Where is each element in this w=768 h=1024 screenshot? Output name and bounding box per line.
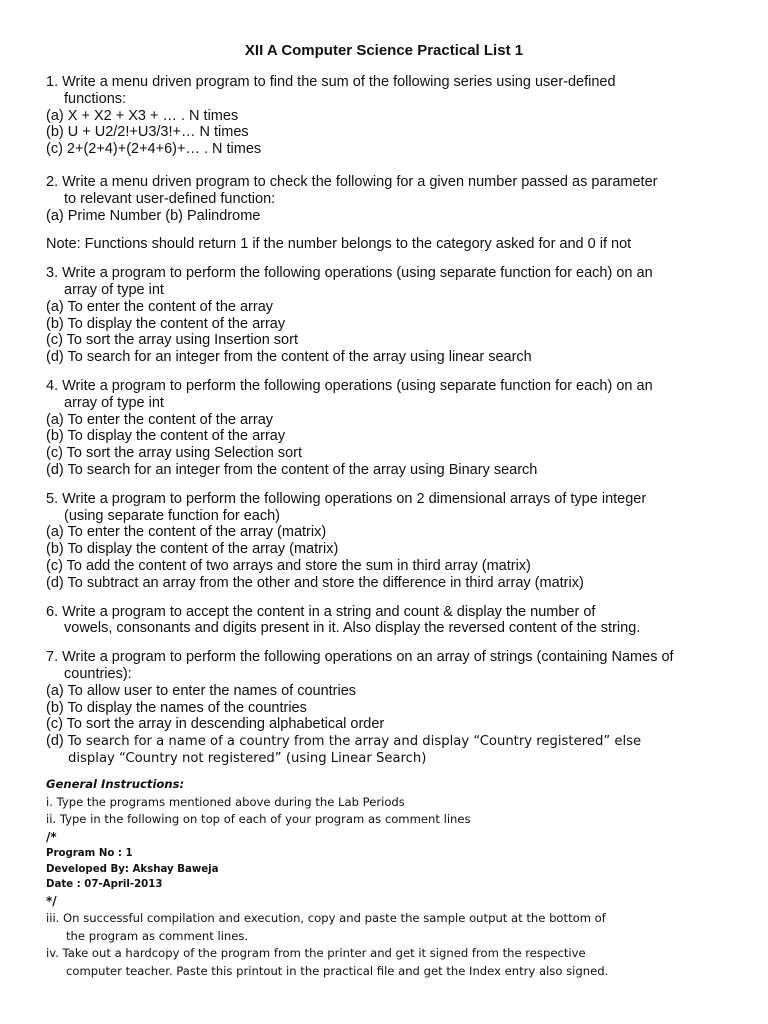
question-7-option-d-label: (d) [46,733,64,750]
question-4-option-d: (d) To search for an integer from the content of the array using Binary search [46,461,538,478]
question-4-text-cont: array of type int [64,394,164,411]
question-2-text-cont: to relevant user-defined function: [64,190,276,207]
comment-header-block [46,846,726,893]
question-4 [46,378,726,479]
question-4-text: 4. Write a program to perform the following operations (using separate function for each) on an [46,377,653,394]
question-4-option-a: (a) To enter the content of the array [46,411,274,428]
instruction-iii: iii. On successful compilation and execution, copy and paste the sample output at the bottom of [46,911,606,925]
comment-close: */ [46,893,57,908]
note: Note: Functions should return 1 if the number belongs to the category asked for and 0 if not [46,236,632,253]
question-5-option-d: (d) To subtract an array from the other and store the difference in third array (matrix) [46,574,584,591]
comment-date: Date : 07-April-2013 [46,879,163,890]
question-4-option-b: (b) To display the content of the array [46,428,286,445]
question-3-text-cont: array of type int [64,281,164,298]
question-2-option-a: (a) Prime Number (b) Palindrome [46,207,261,224]
question-2 [46,174,726,224]
instruction-iv-cont: computer teacher. Paste this printout in the practical file and get the Index entry also signed. [66,963,609,978]
question-7-option-d [46,733,726,751]
question-1-text-cont: functions: [64,90,127,107]
question-5-option-c: (c) To add the content of two arrays and store the sum in third array (matrix) [46,557,531,574]
question-5-text-cont: (using separate function for each) [64,507,281,524]
question-3-option-b: (b) To display the content of the array [46,315,286,332]
question-4-option-c: (c) To sort the array using Selection sort [46,445,303,462]
comment-program-no: Program No : 1 [46,848,133,859]
question-6-text: 6. Write a program to accept the content in a string and count & display the number of [46,603,596,620]
question-7-option-c: (c) To sort the array in descending alphabetical order [46,716,385,733]
question-7 [46,649,726,768]
question-3-text: 3. Write a program to perform the following operations (using separate function for each) on an [46,265,653,282]
page-title: XII A Computer Science Practical List 1 [244,42,524,59]
comment-open: /* [46,829,57,844]
question-1-option-c: (c) 2+(2+4)+(2+4+6)+… . N times [46,141,262,158]
question-6 [46,604,726,638]
instruction-iv: iv. Take out a hardcopy of the program from the printer and get it signed from the respective [46,946,586,960]
question-7-text-cont: countries): [64,665,132,682]
question-3-option-d: (d) To search for an integer from the content of the array using linear search [46,349,532,366]
question-3 [46,265,726,366]
instructions-heading: General Instructions: [46,777,185,791]
question-5-text: 5. Write a program to perform the following operations on 2 dimensional arrays of type integer [46,490,647,507]
comment-developed-by: Developed By: Akshay Baweja [46,863,219,875]
question-1-text: 1. Write a menu driven program to find the sum of the following series using user-defined [46,74,616,90]
question-3-option-a: (a) To enter the content of the array [46,298,274,315]
question-3-option-c: (c) To sort the array using Insertion sort [46,332,298,349]
instruction-i: i. Type the programs mentioned above during the Lab Periods [46,794,405,809]
practical-list [46,74,726,768]
question-2-text: 2. Write a menu driven program to check the following for a given number passed as parameter [46,173,658,190]
question-7-option-b: (b) To display the names of the countries [46,699,307,716]
question-7-option-d-text: To search for a name of a country from the array and display “Country registered” else [67,734,642,750]
instruction-iii-cont: the program as comment lines. [66,928,249,943]
question-5 [46,491,726,592]
question-5-option-a: (a) To enter the content of the array (matrix) [46,524,327,541]
question-7-option-d-cont: display “Country not registered” (using Linear Search) [68,750,427,766]
question-5-option-b: (b) To display the content of the array (matrix) [46,541,339,558]
question-6-text-cont: vowels, consonants and digits present in it. Also display the reversed content of the string. [64,620,641,637]
question-1 [46,74,726,158]
instruction-ii: ii. Type in the following on top of each of your program as comment lines [46,812,471,826]
general-instructions [46,776,726,980]
question-7-text: 7. Write a program to perform the following operations on an array of strings (containing Names of [46,649,674,666]
question-7-option-a: (a) To allow user to enter the names of countries [46,682,357,699]
question-1-option-a: (a) X + X2 + X3 + … . N times [46,107,239,124]
question-1-option-b: (b) U + U2/2!+U3/3!+… N times [46,124,249,141]
